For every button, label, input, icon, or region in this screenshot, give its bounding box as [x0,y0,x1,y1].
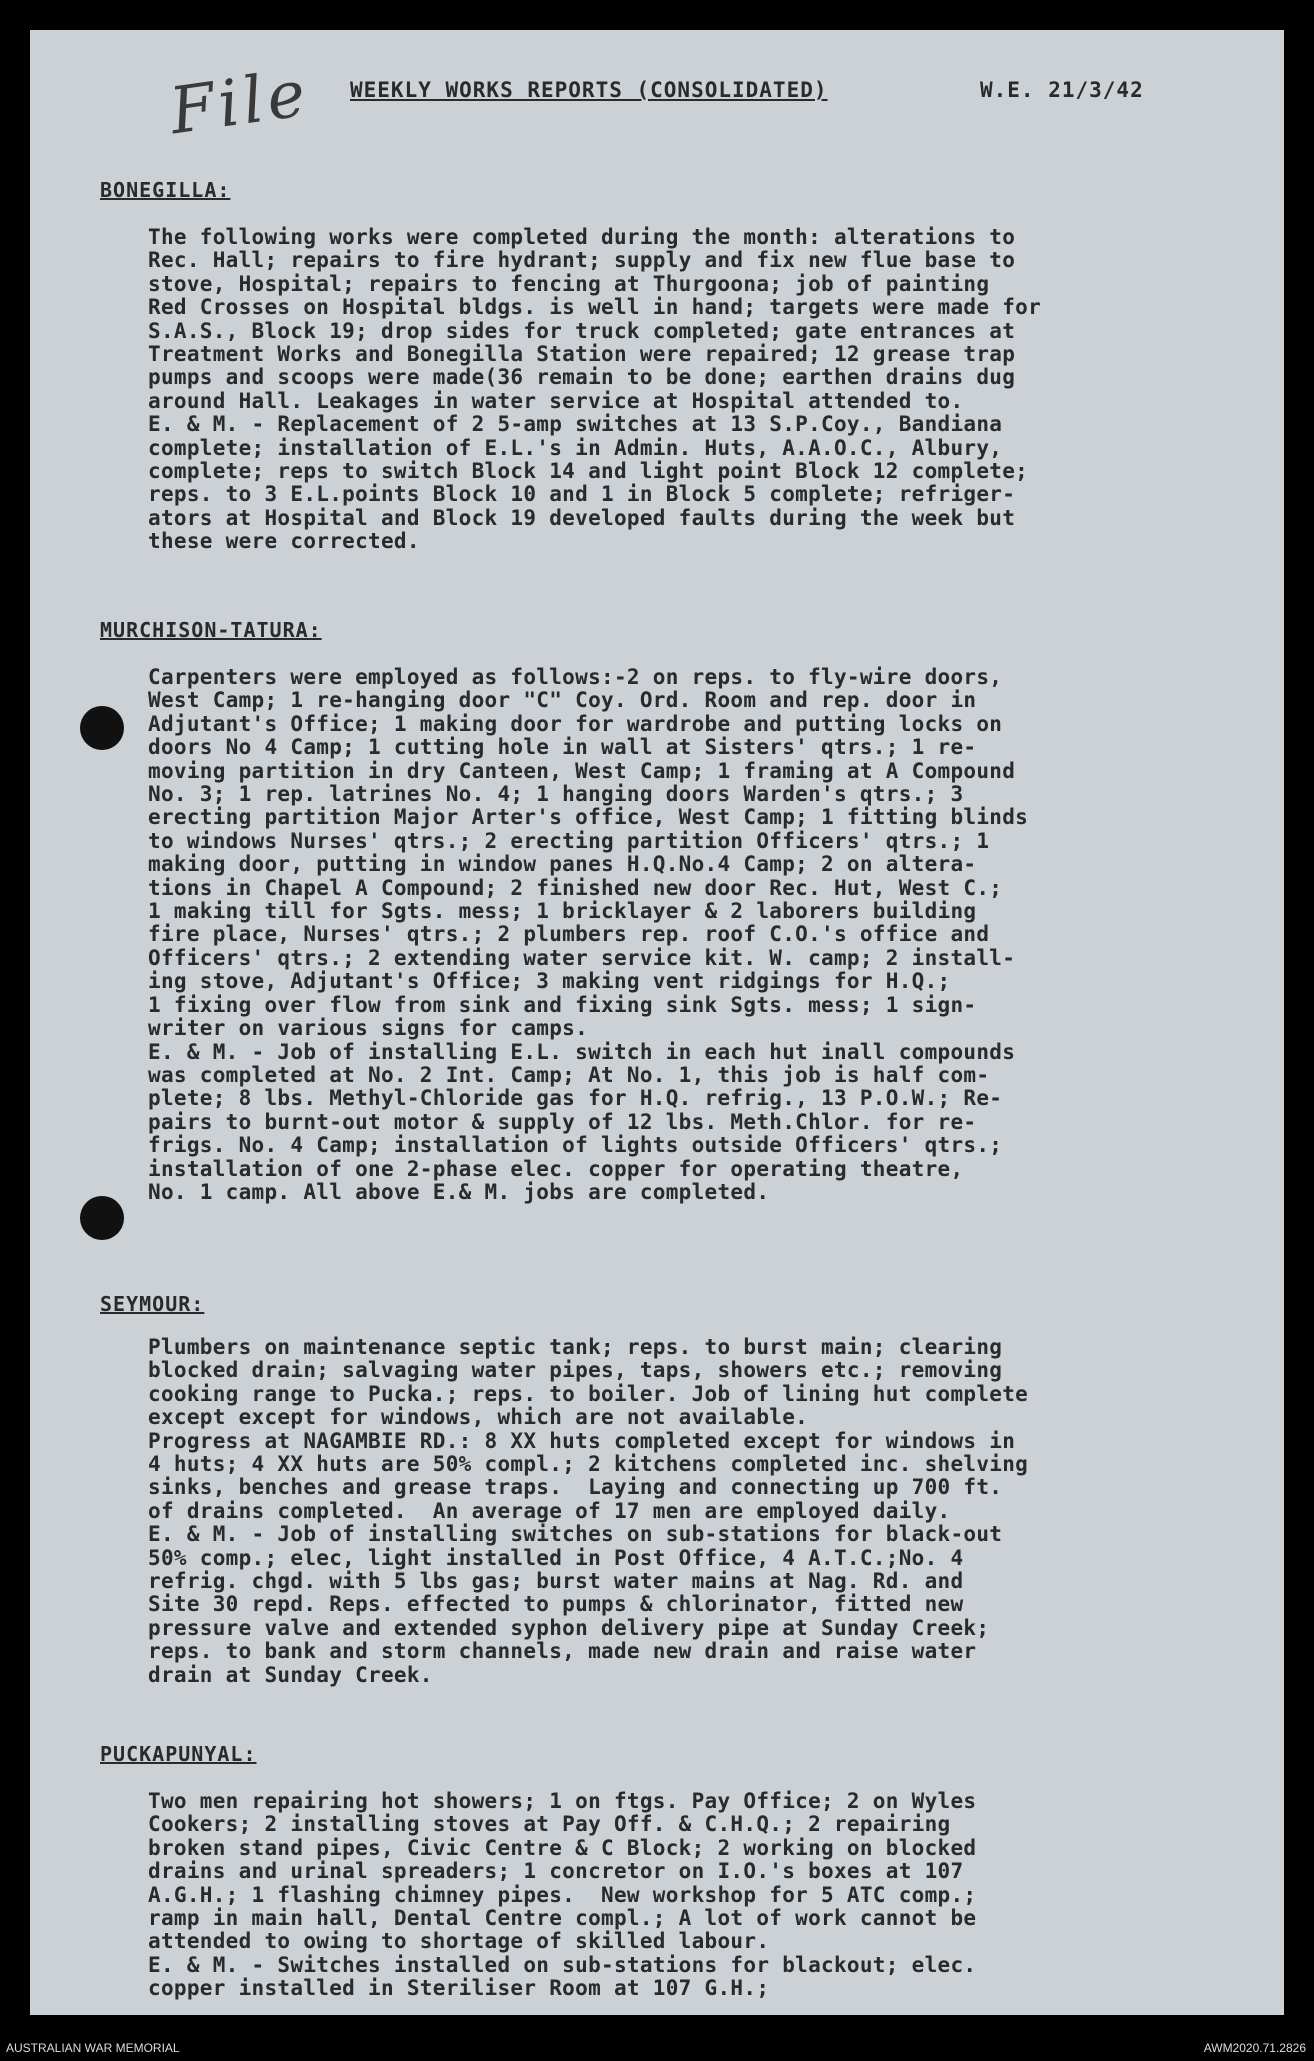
section-paragraph-murchison-tatura: Carpenters were employed as follows:-2 on reps. to fly-wire doors, West Camp; 1 re-hanging door "C" Coy. Ord. Room and rep. door in Adjutant's Office; 1 making door for wardrobe and putting locks on doors No 4 Camp; 1 cutting hole in wall at Sisters' qtrs.; 1 re- moving partition in dry Canteen, West Camp; 1 framing at A Compound No. 3; 1 rep. latrines No. 4; 1 hanging doors Warden's qtrs.; 3 erecting partition Major Arter's office, West Camp; 1 fitting blinds to windows Nurses' qtrs.; 2 erecting partition Officers' qtrs.; 1 making door, putting in window panes H.Q.No.4 Camp; 2 on altera- tions in Chapel A Compound; 2 finished new door Rec. Hut, West C.; 1 making till for Sgts. mess; 1 bricklayer & 2 laborers building fire place, Nurses' qtrs.; 2 plumbers rep. roof C.O.'s office and Officers' qtrs.; 2 extending water service kit. W. camp; 2 install- ing stove, Adjutant's Office; 3 making vent ridgings for H.Q.; 1 fixing over flow from sink and fixing sink Sgts. mess; 1 sign- writer on various signs for camps. E. & M. - Job of installing E.L. switch in each hut inall compounds was completed at No. 2 Int. Camp; At No. 1, this job is half com- plete; 8 lbs. Methyl-Chloride gas for H.Q. refrig., 13 P.O.W.; Re- pairs to burnt-out motor & supply of 12 lbs. Meth.Chlor. for re- frigs. No. 4 Camp; installation of lights outside Officers' qtrs.; installation of one 2-phase elec. copper for operating theatre, No. 1 camp. All above E.& M. jobs are completed. [148,665,1029,1204]
punch-hole [80,706,124,750]
punch-hole [80,1196,124,1240]
document-title: WEEKLY WORKS REPORTS (CONSOLIDATED) [350,78,828,102]
section-paragraph-seymour: Plumbers on maintenance septic tank; reps. to burst main; clearing blocked drain; salvaging water pipes, taps, showers etc.; removing cooking range to Pucka.; reps. to boiler. Job of lining hut complete except except for windows, which are not available. Progress at NAGAMBIE RD.: 8 XX huts completed except for windows in 4 huts; 4 XX huts are 50% compl.; 2 kitchens completed inc. shelving sinks, benches and grease traps. Laying and connecting up 700 ft. of drains completed. An average of 17 men are employed daily. E. & M. - Job of installing switches on sub-stations for black-out 50% comp.; elec, light installed in Post Office, 4 A.T.C.;No. 4 refrig. chgd. with 5 lbs gas; burst water mains at Nag. Rd. and Site 30 repd. Reps. effected to pumps & chlorinator, fitted new pressure valve and extended syphon delivery pipe at Sunday Creek; reps. to bank and storm channels, made new drain and raise water drain at Sunday Creek. [148,1335,1029,1687]
document-date: W.E. 21/3/42 [980,78,1144,102]
section-paragraph-bonegilla: The following works were completed during the month: alterations to Rec. Hall; repairs to fire hydrant; supply and fix new flue base to stove, Hospital; repairs to fencing at Thurgoona; job of painting Red Crosses on Hospital bldgs. is well in hand; targets were made for S.A.S., Block 19; drop sides for truck completed; gate entrances at Treatment Works and Bonegilla Station were repaired; 12 grease trap pumps and scoops were made(36 remain to be done; earthen drains dug around Hall. Leakages in water service at Hospital attended to. E. & M. - Replacement of 2 5-amp switches at 13 S.P.Coy., Bandiana complete; installation of E.L.'s in Admin. Huts, A.A.O.C., Albury, complete; reps to switch Block 14 and light point Block 12 complete; reps. to 3 E.L.points Block 10 and 1 in Block 5 complete; refriger- ators at Hospital and Block 19 developed faults during the week but these were corrected. [148,225,1042,554]
handwritten-note: File [165,56,314,150]
footer-catalog-number: AWM2020.71.2826 [1203,2041,1306,2055]
section-heading-puckapunyal: PUCKAPUNYAL: [100,1742,257,1766]
footer-credit: AUSTRALIAN WAR MEMORIAL [6,2041,180,2055]
section-heading-murchison-tatura: MURCHISON-TATURA: [100,618,322,642]
section-heading-bonegilla: BONEGILLA: [100,178,231,202]
section-heading-seymour: SEYMOUR: [100,1292,205,1316]
document-page [30,30,1284,2015]
section-paragraph-puckapunyal: Two men repairing hot showers; 1 on ftgs. Pay Office; 2 on Wyles Cookers; 2 installing stoves at Pay Off. & C.H.Q.; 2 repairing broken stand pipes, Civic Centre & C Block; 2 working on blocked drains and urinal spreaders; 1 concretor on I.O.'s boxes at 107 A.G.H.; 1 flashing chimney pipes. New workshop for 5 ATC comp.; ramp in main hall, Dental Centre compl.; A lot of work cannot be attended to owing to shortage of skilled labour. E. & M. - Switches installed on sub-stations for blackout; elec. copper installed in Steriliser Room at 107 G.H.; [148,1789,977,2001]
